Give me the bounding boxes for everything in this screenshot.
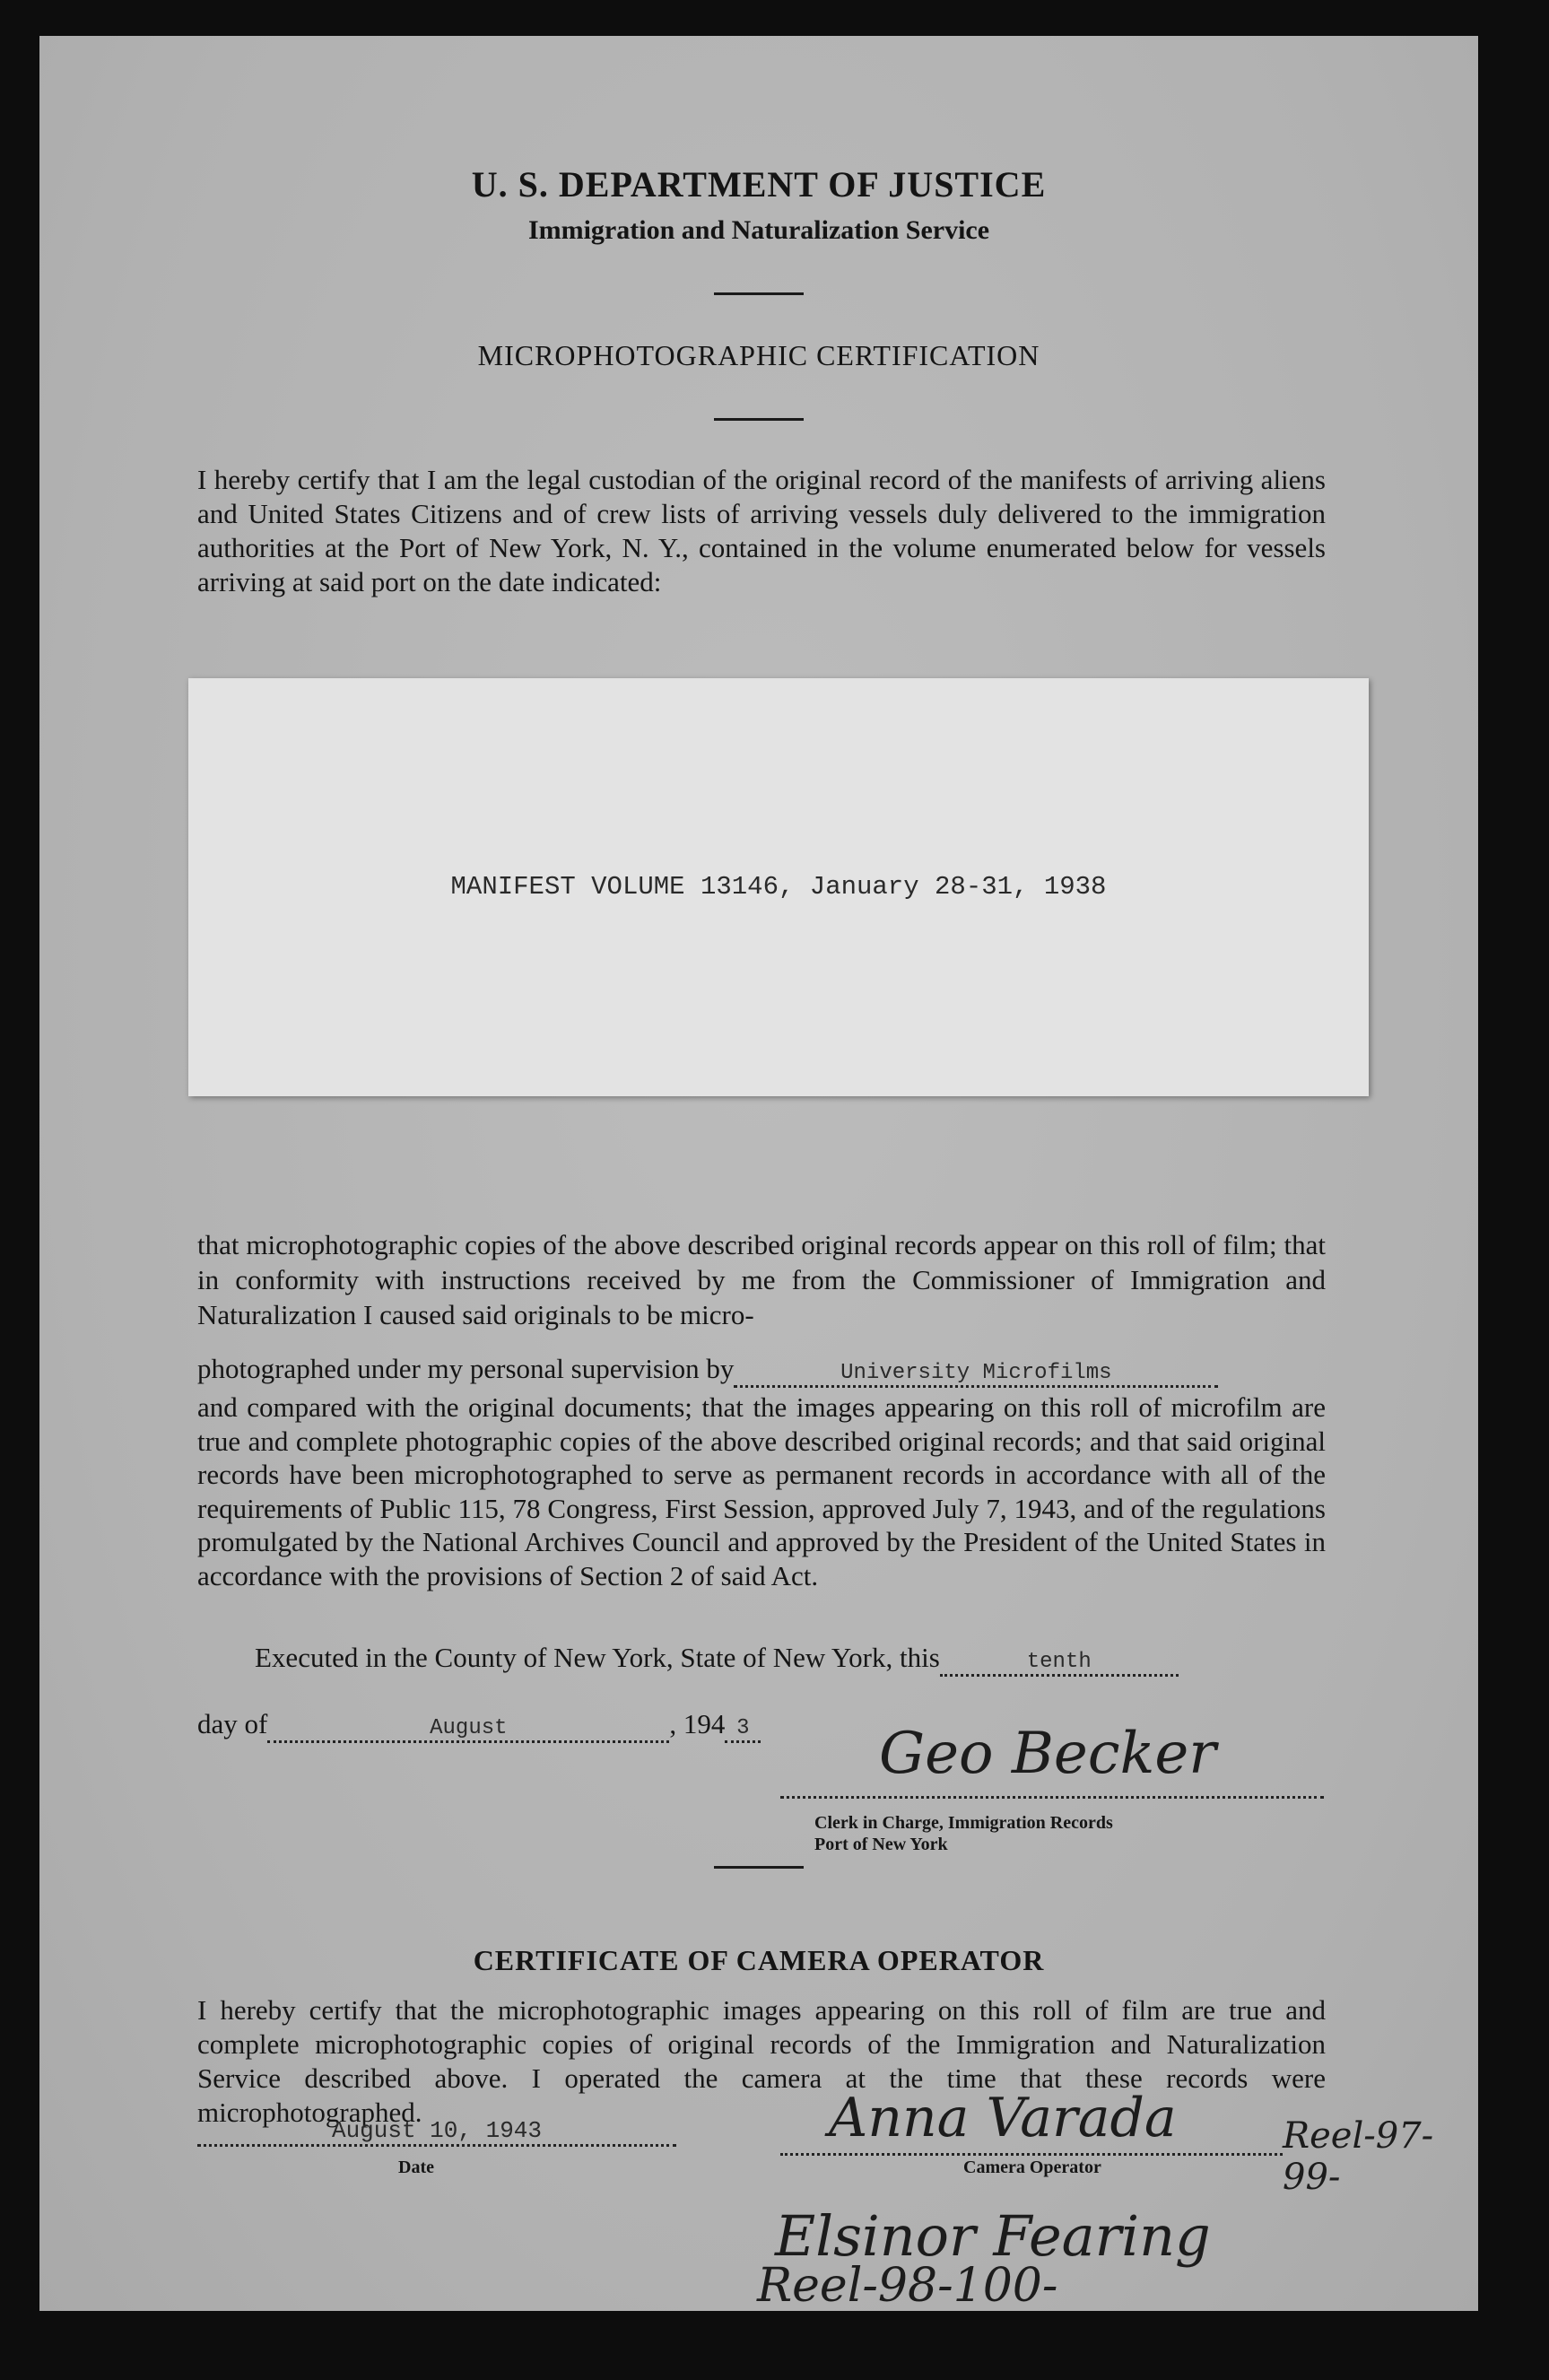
document-sheet	[39, 36, 1478, 2311]
executed-prefix: Executed in the County of New York, State of New York, this	[255, 1642, 940, 1673]
executed-line	[255, 1642, 1179, 1677]
clerk-title	[814, 1812, 1113, 1855]
executed-day: tenth	[1026, 1650, 1092, 1674]
second-operator-reel-note: Reel-98-100-	[757, 2259, 1058, 2313]
certification-heading: MICROPHOTOGRAPHIC CERTIFICATION	[477, 339, 1040, 371]
clerk-signature-line	[780, 1796, 1324, 1799]
body-paragraph-1: that microphotographic copies of the above described original records appear on this roll of film; that in conformity with instructions received by me from the Commissioner of Immigration and Naturalization I caused said originals to be micro-	[197, 1229, 1326, 1330]
manifest-card	[188, 678, 1369, 1096]
camera-certificate-text: I hereby certify that the microphotographic images appearing on this roll of film are true and complete microphotographic copies of original records of the Immigration and Naturalization Service described above. I operated the camera at the time that these records were microphotographed.	[197, 1994, 1326, 2128]
supervision-prefix: photographed under my personal supervision by	[197, 1353, 735, 1384]
divider-top	[714, 292, 804, 295]
executed-day-field	[940, 1642, 1179, 1677]
camera-operator-line	[780, 2153, 1283, 2156]
camera-operator-label: Camera Operator	[963, 2158, 1101, 2177]
camera-date-field	[197, 2117, 676, 2147]
year-prefix: , 194	[669, 1708, 726, 1739]
clerk-title-line1: Clerk in Charge, Immigration Records	[814, 1813, 1113, 1833]
clerk-signature: Geo Becker	[879, 1721, 1216, 1787]
department-title: U. S. DEPARTMENT OF JUSTICE	[471, 164, 1047, 205]
month-value: August	[430, 1716, 508, 1740]
second-operator-signature: Elsinor Fearing	[775, 2203, 1211, 2269]
camera-certificate-heading: CERTIFICATE OF CAMERA OPERATOR	[473, 1944, 1045, 1976]
year-digit-field	[725, 1708, 761, 1743]
camera-operator-reel-note: Reel-97-99-	[1283, 2115, 1434, 2198]
clerk-title-line2: Port of New York	[814, 1835, 948, 1854]
supervision-value: University Microfilms	[840, 1361, 1112, 1385]
supervision-line	[197, 1353, 1218, 1388]
service-subtitle: Immigration and Naturalization Service	[527, 215, 990, 245]
camera-date-value: August 10, 1943	[331, 2117, 543, 2144]
divider-middle	[714, 418, 804, 421]
divider-bottom	[714, 1866, 804, 1869]
intro-paragraph: I hereby certify that I am the legal custodian of the original record of the manifests of arriving aliens and United States Citizens and of crew lists of arriving vessels duly delivered to the immigration authorities at the Port of New York, N. Y., contained in the volume enumerated below for vessels arriving at said port on the date indicated:	[197, 464, 1326, 597]
month-field	[267, 1708, 669, 1743]
supervision-field	[734, 1353, 1218, 1388]
body-paragraph-2: and compared with the original documents; that the images appearing on this roll of microfilm are true and complete photographic copies of the above described original records; and that said original records have been microphotographed to serve as permanent records in accordance with all of the requirements of Public 115, 78 Congress, First Session, approved July 7, 1943, and of the regulations promulgated by the National Archives Council and approved by the President of the United States in accordance with the provisions of Section 2 of said Act.	[197, 1391, 1326, 1591]
camera-operator-signature: Anna Varada	[829, 2087, 1177, 2149]
day-of-line	[197, 1708, 761, 1743]
day-of-label: day of	[197, 1708, 268, 1739]
manifest-volume-text: MANIFEST VOLUME 13146, January 28-31, 1938	[450, 872, 1107, 902]
year-digit: 3	[736, 1716, 750, 1740]
camera-date-label: Date	[398, 2158, 434, 2177]
